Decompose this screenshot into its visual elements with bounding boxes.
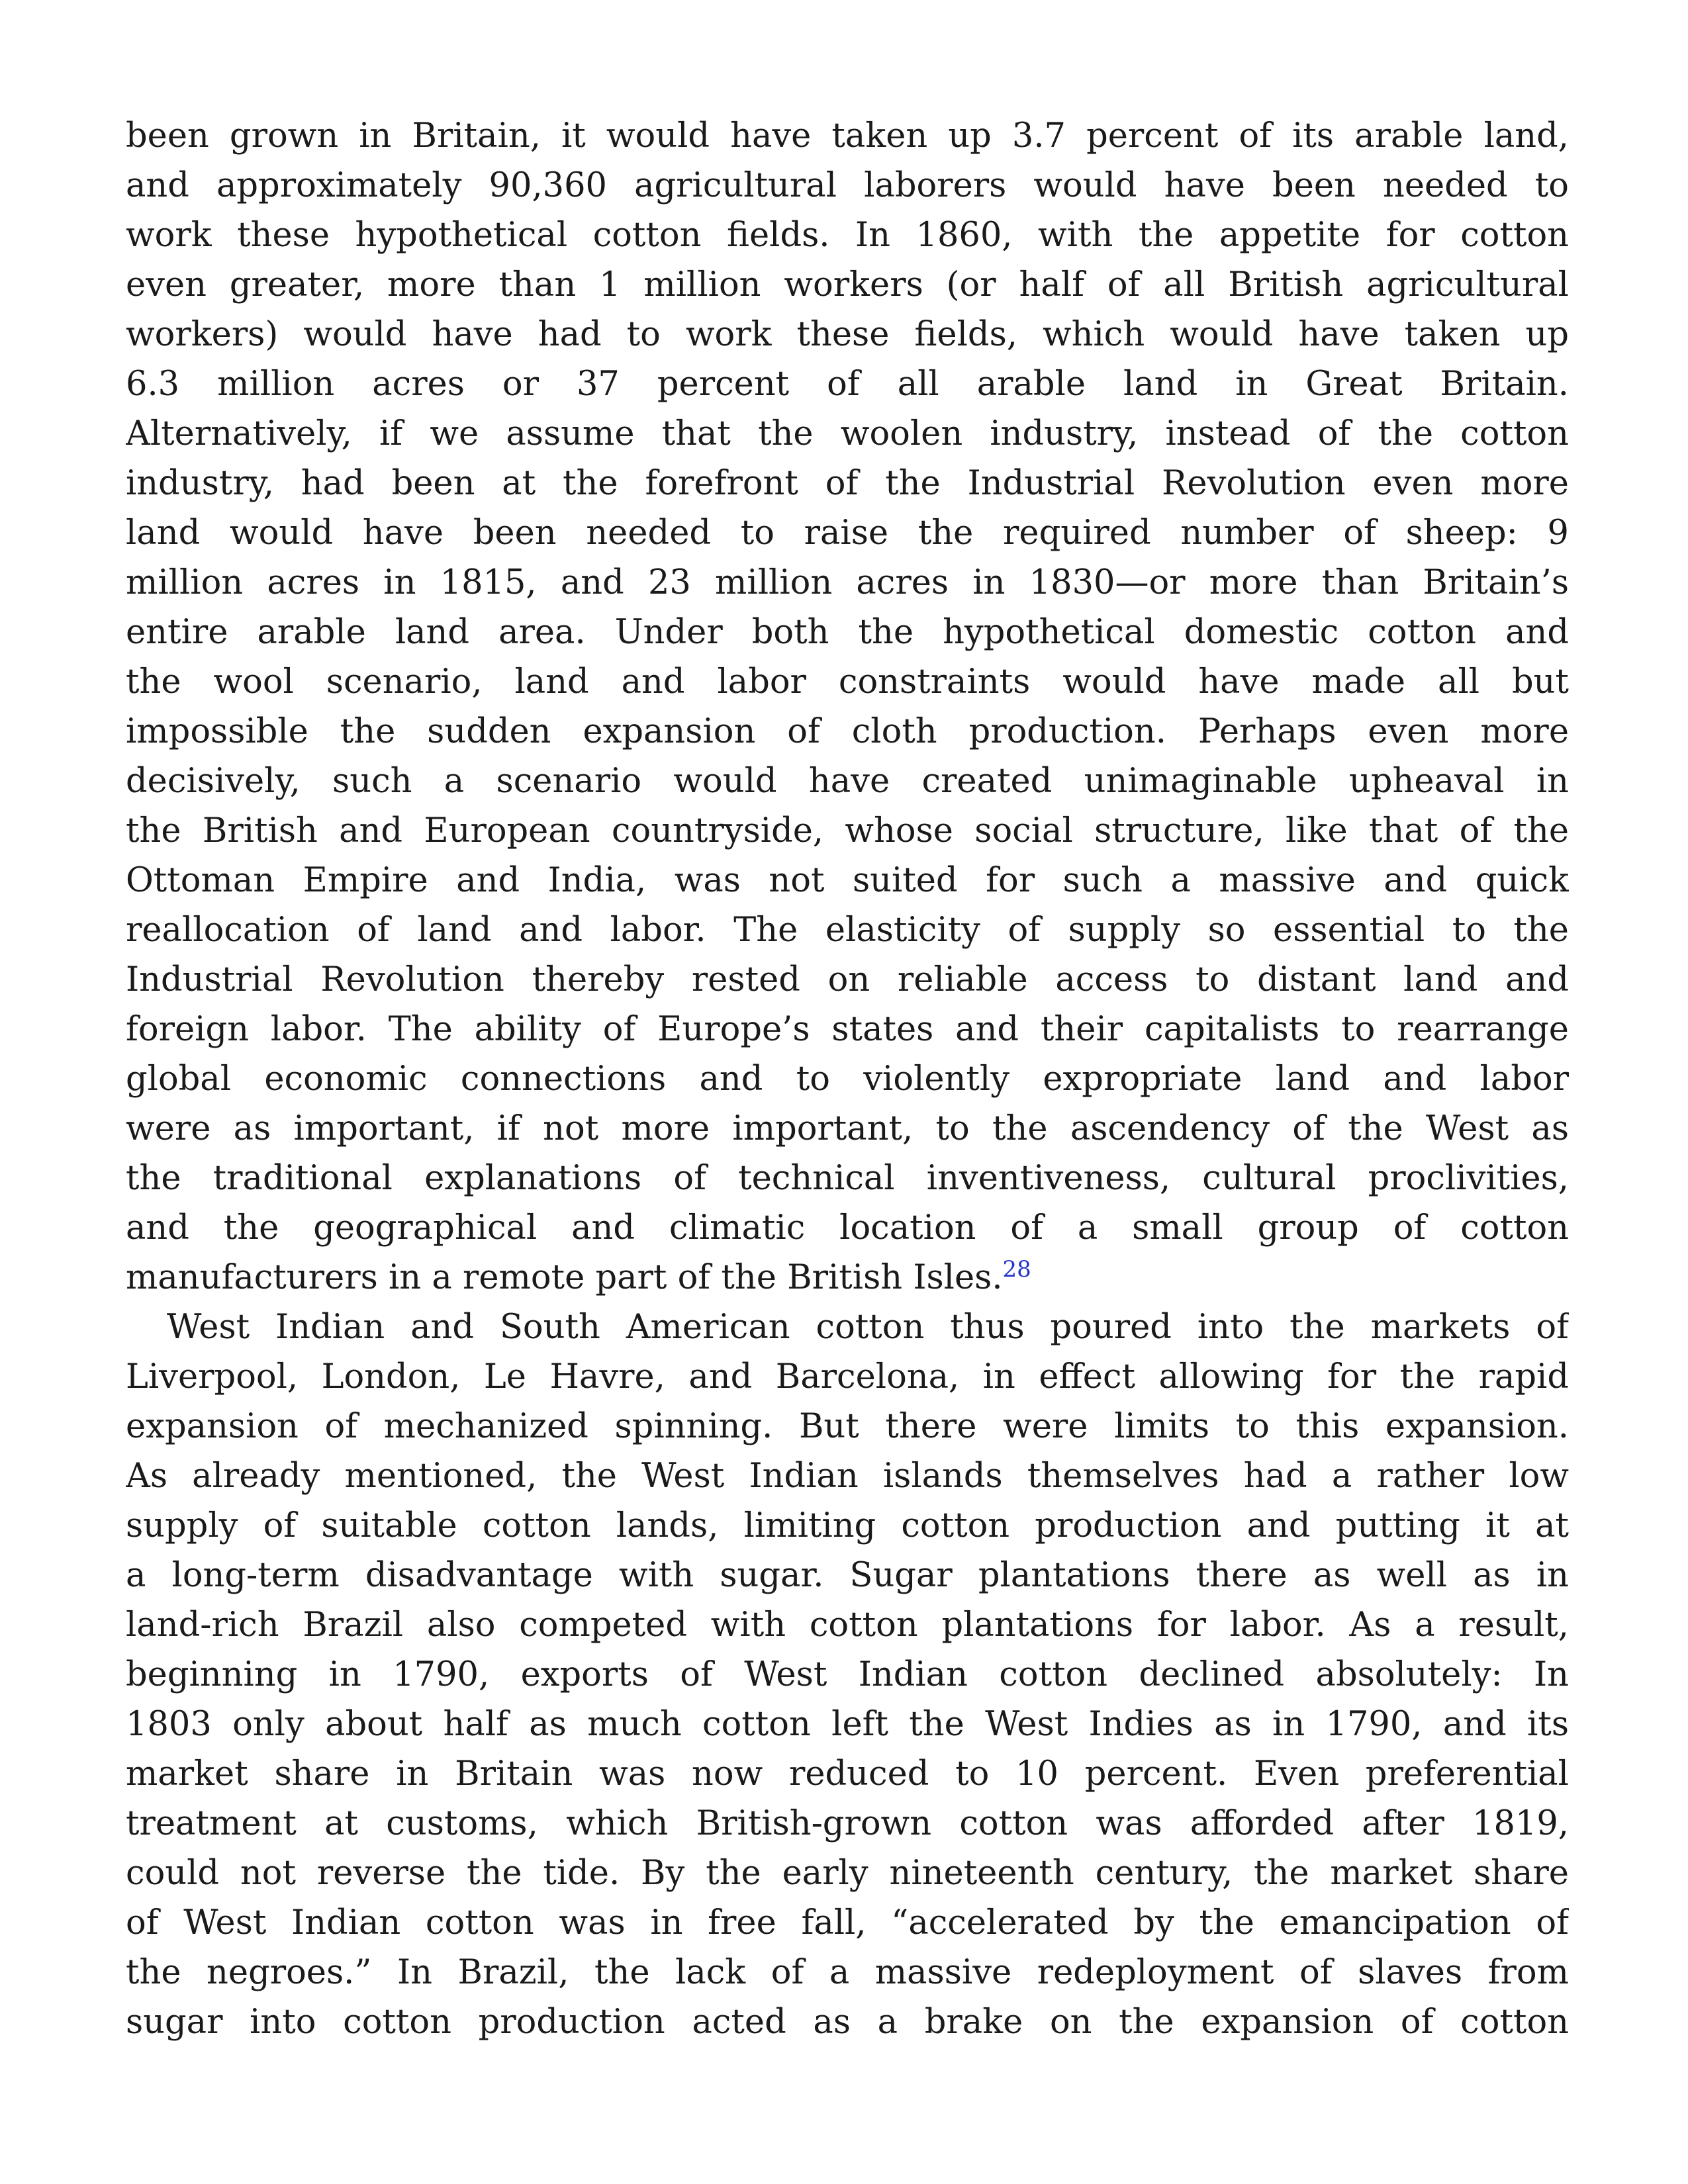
text-line: expansion of mechanized spinning. But there were limits to this expansion. (126, 1407, 1569, 1446)
text-line: even greater, more than 1 million workers (or half of all British agricultural (126, 265, 1569, 304)
text-line: decisively, such a scenario would have created unimaginable upheaval in (126, 762, 1569, 801)
text-line: Alternatively, if we assume that the woolen industry, instead of the cotton (126, 414, 1569, 453)
text-line: As already mentioned, the West Indian islands themselves had a rather low (126, 1457, 1569, 1496)
text-line: sugar into cotton production acted as a brake on the expansion of cotton (126, 2003, 1569, 2042)
text-line: Liverpool, London, Le Havre, and Barcelona, in effect allowing for the rapid (126, 1357, 1569, 1396)
text-line: a long-term disadvantage with sugar. Sugar plantations there as well as in (126, 1556, 1569, 1595)
text-line: Ottoman Empire and India, was not suited for such a massive and quick (126, 861, 1569, 900)
text-line: industry, had been at the forefront of the Industrial Revolution even more (126, 464, 1569, 503)
text-line: 6.3 million acres or 37 percent of all arable land in Great Britain. (126, 365, 1569, 404)
text-line: treatment at customs, which British-grown cotton was afforded after 1819, (126, 1804, 1569, 1843)
text-line: were as important, if not more important, to the ascendency of the West as (126, 1109, 1569, 1148)
text-line: West Indian and South American cotton thus poured into the markets of (167, 1308, 1569, 1347)
text-line: global economic connections and to violently expropriate land and labor (126, 1060, 1569, 1099)
paragraph-1 (126, 111, 1569, 1302)
text-line: reallocation of land and labor. The elasticity of supply so essential to the (126, 911, 1569, 950)
paragraph-2 (126, 1302, 1569, 2047)
text-line: and approximately 90,360 agricultural laborers would have been needed to (126, 166, 1569, 205)
text-line: could not reverse the tide. By the early nineteenth century, the market share (126, 1854, 1569, 1893)
text-line: land would have been needed to raise the required number of sheep: 9 (126, 514, 1569, 553)
text-line: workers) would have had to work these fields, which would have taken up (126, 315, 1569, 354)
text-line: foreign labor. The ability of Europe’s states and their capitalists to rearrange (126, 1010, 1569, 1049)
text-line: of West Indian cotton was in free fall, “accelerated by the emancipation of (126, 1903, 1569, 1942)
text-line-last (126, 1253, 1569, 1302)
text-line: the traditional explanations of technical inventiveness, cultural proclivities, (126, 1159, 1569, 1198)
text-line: million acres in 1815, and 23 million acres in 1830—or more than Britain’s (126, 563, 1569, 602)
text-line: entire arable land area. Under both the hypothetical domestic cotton and (126, 613, 1569, 652)
footnote-link[interactable]: 28 (1002, 1256, 1031, 1283)
last-line-text: manufacturers in a remote part of the British Isles. (126, 1258, 1003, 1297)
text-line: work these hypothetical cotton fields. In 1860, with the appetite for cotton (126, 216, 1569, 255)
text-line: supply of suitable cotton lands, limiting cotton production and putting it at (126, 1506, 1569, 1545)
text-line: land-rich Brazil also competed with cotton plantations for labor. As a result, (126, 1606, 1569, 1645)
text-line: 1803 only about half as much cotton left the West Indies as in 1790, and its (126, 1705, 1569, 1744)
text-line: market share in Britain was now reduced to 10 percent. Even preferential (126, 1754, 1569, 1794)
text-line: been grown in Britain, it would have taken up 3.7 percent of its arable land, (126, 116, 1569, 156)
text-line: the negroes.” In Brazil, the lack of a massive redeployment of slaves from (126, 1953, 1569, 1992)
text-line: the wool scenario, land and labor constraints would have made all but (126, 662, 1569, 702)
text-line: and the geographical and climatic location of a small group of cotton (126, 1208, 1569, 1248)
text-line: the British and European countryside, whose social structure, like that of the (126, 811, 1569, 850)
page-body (126, 111, 1569, 2047)
text-line: beginning in 1790, exports of West Indian cotton declined absolutely: In (126, 1655, 1569, 1694)
text-line: Industrial Revolution thereby rested on reliable access to distant land and (126, 960, 1569, 999)
text-line: impossible the sudden expansion of cloth production. Perhaps even more (126, 712, 1569, 751)
